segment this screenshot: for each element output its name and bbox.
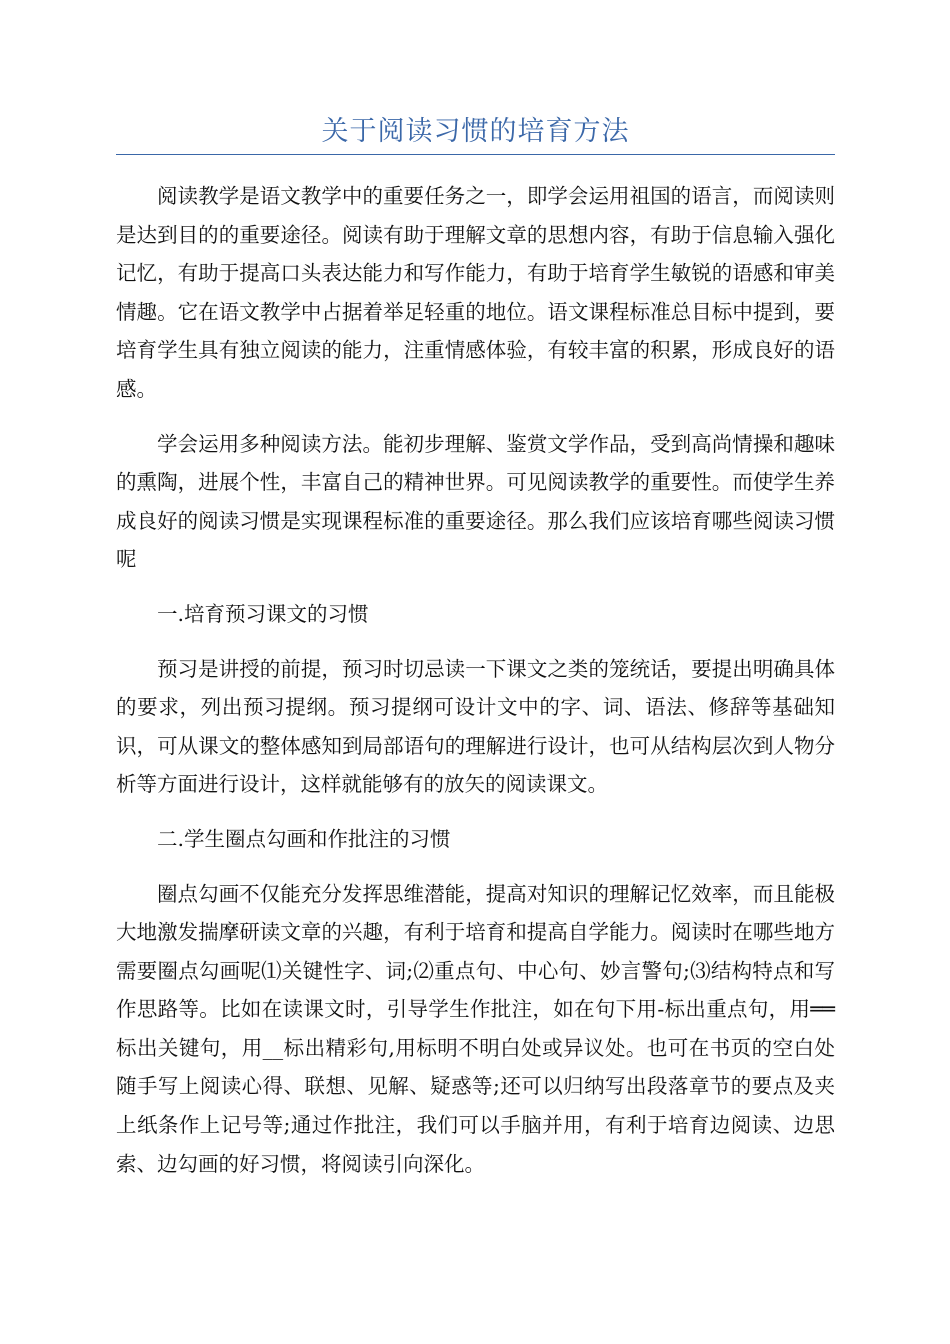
paragraph-1: 阅读教学是语文教学中的重要任务之一，即学会运用祖国的语言，而阅读则是达到目的的重要途径。阅读有助于理解文章的思想内容，有助于信息输入强化记忆，有助于提高口头表达能力和写作能力，有助于培育学生敏锐的语感和审美情趣。它在语文教学中占据着举足轻重的地位。语文课程标准总目标中提到，要培育学生具有独立阅读的能力，注重情感体验，有较丰富的积累，形成良好的语感。 — [116, 184, 835, 401]
document-title: 关于阅读习惯的培育方法 — [321, 116, 630, 147]
section-heading-2: 二.学生圈点勾画和作批注的习惯 — [157, 826, 451, 851]
title-underline — [116, 154, 835, 155]
paragraph-3: 预习是讲授的前提，预习时切忌读一下课文之类的笼统话，要提出明确具体的要求，列出预习提纲。预习提纲可设计文中的字、词、语法、修辞等基础知识，可从课文的整体感知到局部语句的理解进行设计，也可从结构层次到人物分析等方面进行设计，这样就能够有的放矢的阅读课文。 — [116, 656, 835, 797]
section-heading-1: 一.培育预习课文的习惯 — [157, 601, 369, 626]
document-page — [116, 0, 835, 1199]
paragraph-2: 学会运用多种阅读方法。能初步理解、鉴赏文学作品，受到高尚情操和趣味的熏陶，进展个性，丰富自己的精神世界。可见阅读教学的重要性。而使学生养成良好的阅读习惯是实现课程标准的重要途径。那么我们应该培育哪些阅读习惯呢 — [116, 431, 835, 572]
paragraph-4: 圈点勾画不仅能充分发挥思维潜能，提高对知识的理解记忆效率，而且能极大地激发揣摩研读文章的兴趣，有利于培育和提高自学能力。阅读时在哪些地方需要圈点勾画呢⑴关键性字、词;⑵重点句、中心句、妙言警句;⑶结构特点和写作思路等。比如在读课文时，引导学生作批注，如在句下用-标出重点句，用══标出关键句，用__标出精彩句,用标明不明白处或异议处。也可在书页的空白处随手写上阅读心得、联想、见解、疑惑等;还可以归纳写出段落章节的要点及夹上纸条作上记号等;通过作批注，我们可以手脑并用，有利于培育边阅读、边思索、边勾画的好习惯，将阅读引向深化。 — [116, 881, 835, 1176]
